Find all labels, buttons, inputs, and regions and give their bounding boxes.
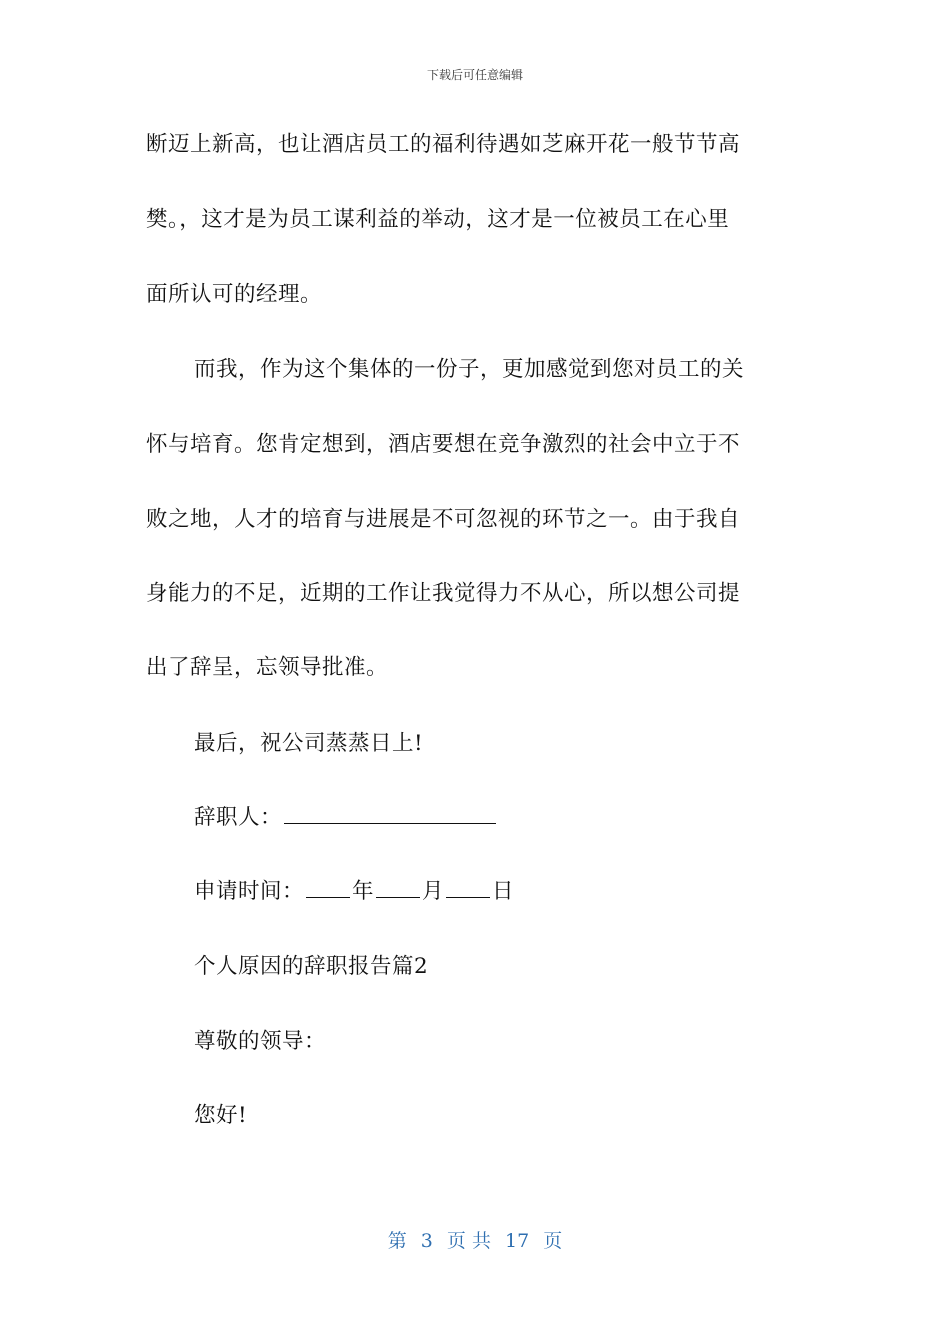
paragraph-line: 身能力的不足，近期的工作让我觉得力不从心，所以想公司提: [146, 581, 741, 606]
closing-wish: 最后，祝公司蒸蒸日上!: [194, 731, 424, 756]
page-suffix: 页: [543, 1230, 563, 1252]
page-prefix: 第: [387, 1230, 407, 1252]
current-page: 3: [420, 1230, 433, 1252]
signature-label: 辞职人：: [194, 805, 283, 830]
paragraph-line: 樊。，这才是为员工谋利益的举动，这才是一位被员工在心里: [146, 207, 730, 232]
page-number-footer: [0, 1226, 950, 1253]
month-blank: [376, 877, 420, 898]
date-row: [194, 877, 514, 907]
paragraph-line: 而我，作为这个集体的一份子，更加感觉到您对员工的关: [194, 357, 745, 382]
salutation: 尊敬的领导：: [194, 1029, 327, 1054]
paragraph-line: 败之地，人才的培育与进展是不可忽视的环节之一。由于我自: [146, 507, 741, 532]
paragraph-line: 怀与培育。您肯定想到，酒店要想在竞争激烈的社会中立于不: [146, 432, 741, 457]
day-blank: [446, 877, 490, 898]
signature-blank: [284, 803, 496, 824]
page-mid: 页 共: [446, 1230, 491, 1252]
greeting: 您好!: [194, 1103, 248, 1128]
signature-row: [194, 803, 498, 833]
paragraph-line: 断迈上新高，也让酒店员工的福利待遇如芝麻开花一般节节高: [146, 132, 741, 157]
year-label: 年: [352, 879, 375, 904]
total-pages: 17: [505, 1230, 530, 1252]
document-body: [146, 0, 794, 1200]
page-header-note: 下载后可任意编辑: [426, 68, 523, 82]
section-title: 个人原因的辞职报告篇2: [194, 954, 429, 979]
month-label: 月: [422, 879, 445, 904]
year-blank: [306, 877, 350, 898]
date-label: 申请时间：: [194, 879, 305, 904]
paragraph-line: 出了辞呈，忘领导批准。: [146, 655, 389, 680]
day-label: 日: [492, 879, 515, 904]
paragraph-line: 面所认可的经理。: [146, 282, 323, 307]
